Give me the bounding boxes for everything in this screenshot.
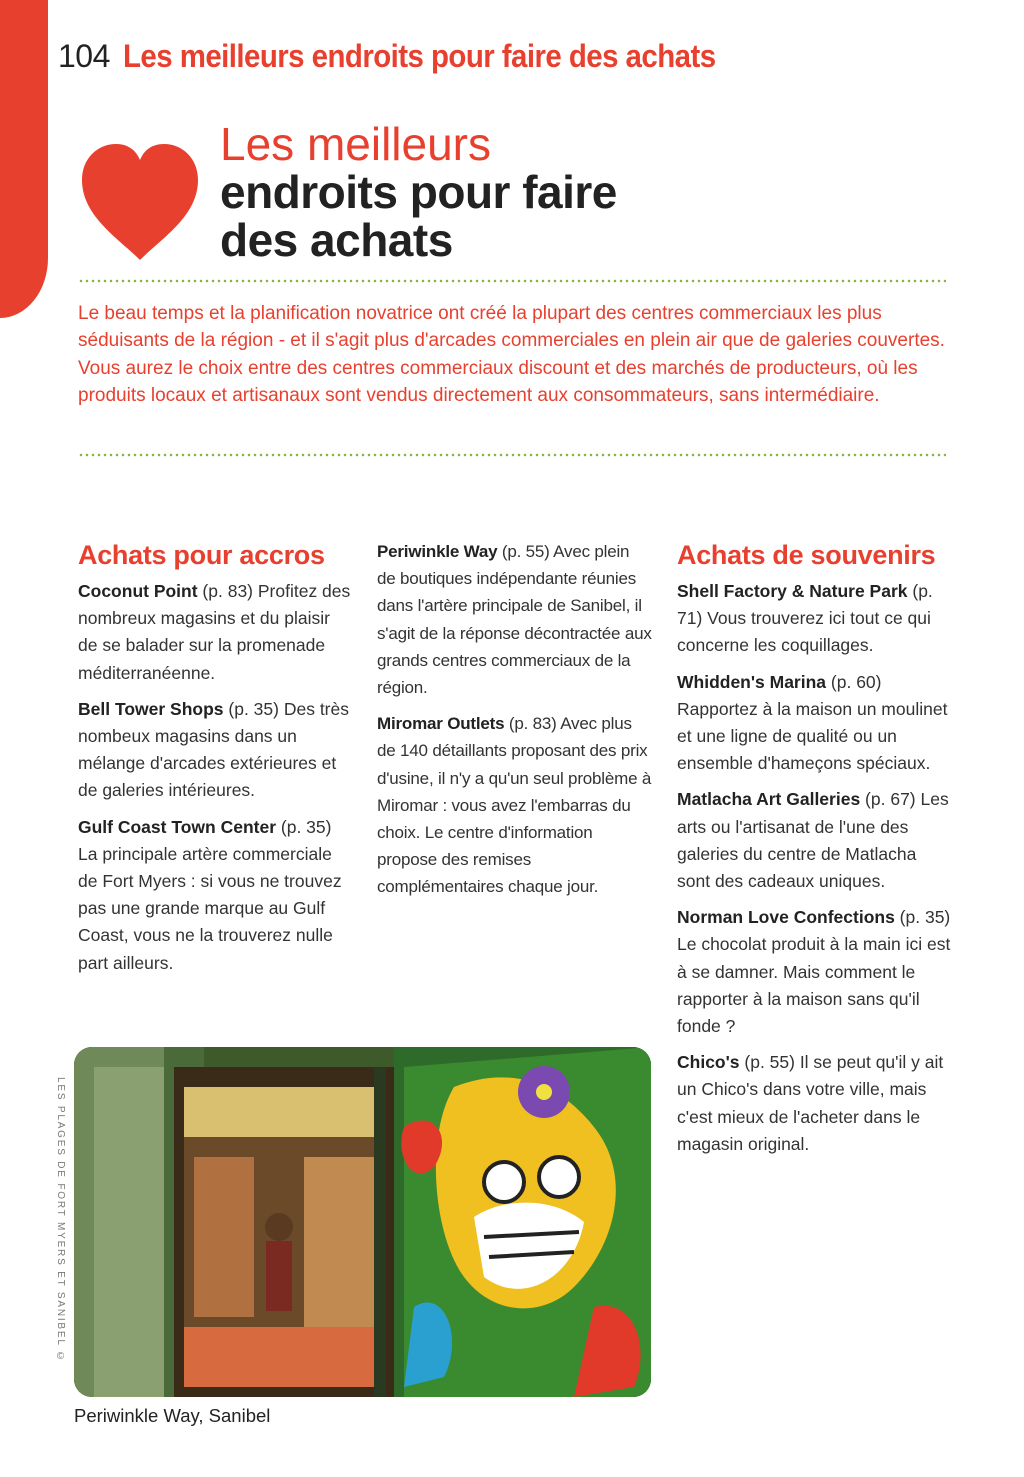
section-heading: Achats pour accros	[78, 540, 325, 570]
entry-text: (p. 71) Vous trouverez ici tout ce qui concerne les coquillages.	[677, 581, 933, 656]
entry-whiddens-marina	[677, 669, 952, 778]
column-middle	[377, 538, 652, 910]
entry-name: Matlacha Art Galleries	[677, 789, 861, 810]
entry-text: (p. 83) Avec plus de 140 détaillants proposant des prix d'usine, il n'y a qu'un seul problème à Miromar : vous avez l'embarras du choix. Le centre d'information propose des remises complémentaires chaque jour.	[377, 714, 652, 897]
entry-coconut-point	[78, 578, 353, 687]
page-title-line-2: endroits pour faire	[220, 166, 617, 218]
shop-doorway-photo	[74, 1047, 651, 1397]
entry-shell-factory	[677, 578, 952, 660]
entry-text: (p. 35) Des très nombeux magasins dans un mélange d'arcades extérieures et de galeries intérieures.	[78, 698, 349, 801]
entry-name: Whidden's Marina	[677, 671, 827, 692]
page-number: 104	[58, 38, 110, 74]
page-title-line-1: Les meilleurs	[220, 118, 491, 170]
photo-illustration	[74, 1047, 651, 1397]
entry-miromar-outlets	[377, 710, 652, 900]
entry-text: (p. 67) Les arts ou l'artisanat de l'une des galeries du centre de Matlacha sont des cadeaux uniques.	[677, 789, 949, 892]
entry-name: Coconut Point	[78, 581, 198, 601]
entry-text: (p. 83) Profitez des nombreux magasins et du plaisir de se balader sur la promenade méditerranéenne.	[78, 581, 351, 683]
entry-gulf-coast-town-center	[78, 814, 353, 977]
entry-bell-tower-shops	[78, 696, 353, 805]
entry-text: (p. 60) Rapportez à la maison un moulinet et une ligne de qualité ou un ensemble d'hameçons spéciaux.	[677, 671, 948, 774]
entry-text: (p. 35) Le chocolat produit à la main ici est à se damner. Mais comment le rapporter à la maison sans qu'il fonde ?	[677, 907, 951, 1037]
entry-name: Shell Factory & Nature Park	[677, 581, 908, 601]
entry-name: Norman Love Confections	[677, 907, 895, 928]
entry-matlacha-art-galleries	[677, 786, 952, 895]
section-heading: Achats de souvenirs	[677, 540, 936, 570]
entry-text: (p. 55) Avec plein de boutiques indépendante réunies dans l'artère principale de Sanibel, il s'agit de la réponse décontractée aux grands centres commerciaux de la région.	[377, 542, 652, 698]
page-title	[220, 120, 617, 264]
entry-text: (p. 35) La principale artère commerciale de Fort Myers : si vous ne trouvez pas une grande marque au Gulf Coast, vous ne la trouverez nulle part ailleurs.	[78, 816, 342, 973]
running-header-title: Les meilleurs endroits pour faire des achats	[123, 38, 716, 74]
entry-name: Chico's	[677, 1052, 740, 1073]
side-credit: LES PLAGES DE FORT MYERS ET SANIBEL ©	[55, 1077, 66, 1364]
entry-chicos	[677, 1049, 952, 1158]
entry-periwinkle-way	[377, 538, 652, 701]
column-achats-de-souvenirs	[677, 538, 952, 1167]
page-title-line-3: des achats	[220, 214, 453, 266]
dotted-divider-bottom	[78, 453, 946, 457]
heart-icon	[78, 140, 202, 262]
photo-caption: Periwinkle Way, Sanibel	[74, 1405, 271, 1426]
entry-name: Periwinkle Way	[377, 542, 498, 561]
entry-text: (p. 55) Il se peut qu'il y ait un Chico's dans votre ville, mais c'est mieux de l'acheter dans le magasin original.	[677, 1052, 944, 1154]
entry-norman-love-confections	[677, 904, 952, 1040]
entry-name: Miromar Outlets	[377, 714, 505, 734]
section-side-tab	[0, 0, 48, 318]
column-achats-pour-accros	[78, 538, 353, 986]
entry-name: Bell Tower Shops	[78, 698, 224, 719]
intro-paragraph: Le beau temps et la planification novatrice ont créé la plupart des centres commerciaux les plus séduisants de la région - et il s'agit plus d'arcades commerciales en plein air que de galeries couvertes. Vous aurez le choix entre des centres commerciaux discount et des marchés de producteurs, où les produits locaux et artisanaux sont vendus directement aux consommateurs, sans intermédiaire.	[78, 303, 945, 406]
dotted-divider-top	[78, 279, 946, 283]
entry-name: Gulf Coast Town Center	[78, 816, 277, 837]
